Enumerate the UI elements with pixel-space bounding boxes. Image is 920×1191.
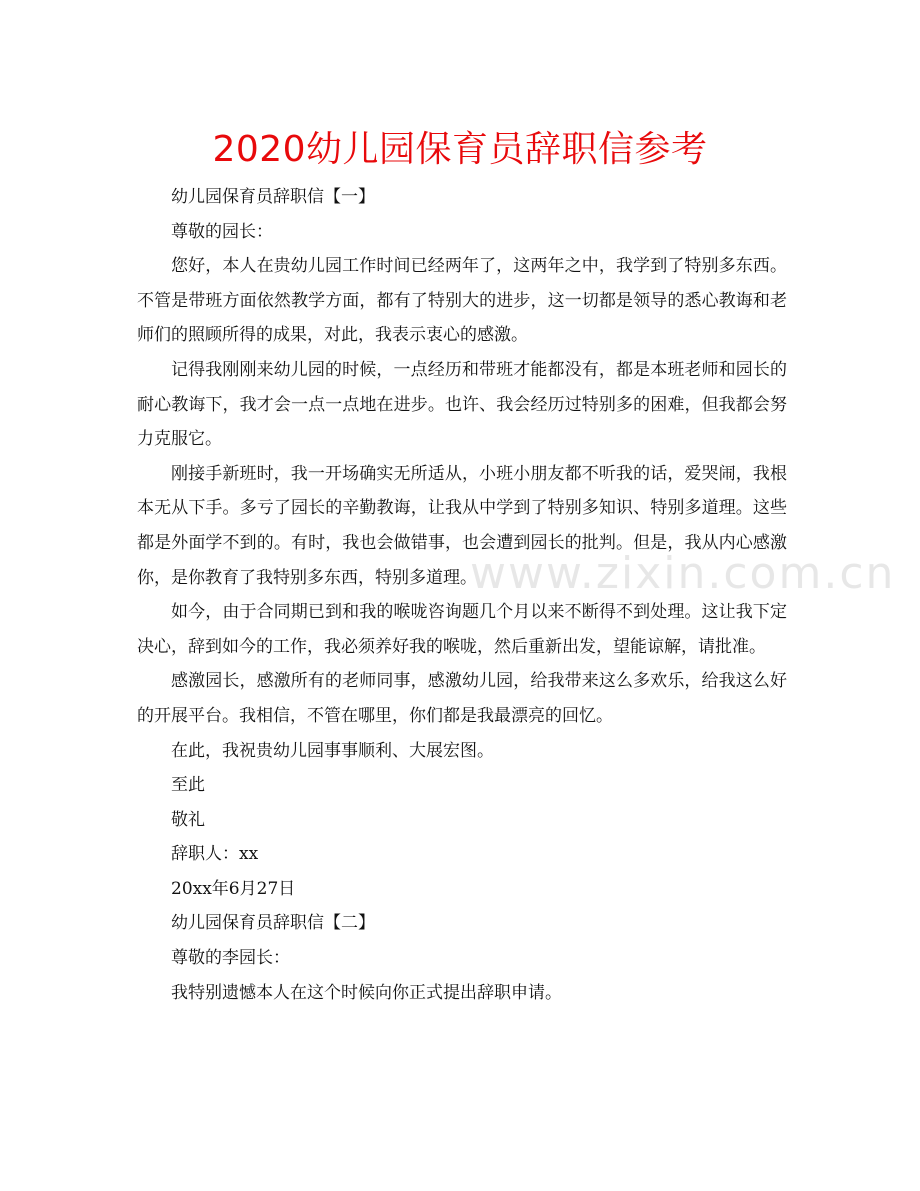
paragraph-new-class: 刚接手新班时，我一开场确实无所适从，小班小朋友都不听我的话，爱哭闹，我根本无从下手。多亏了园长的辛勤教诲，让我从中学到了特别多知识、特别多道理。这些都是外面学不到的。有时，我也会做错事，也会遭到园长的批判。但是，我从内心感激你，是你教育了我特别多东西，特别多道理。 xyxy=(137,463,787,588)
signature: 辞职人：xx xyxy=(171,844,259,865)
paragraph-memory: 记得我刚刚来幼儿园的时候，一点经历和带班才能都没有，都是本班老师和园长的耐心教诲下，我才会一点一点地在进步。也许、我会经历过特别多的困难，但我都会努力克服它。 xyxy=(137,359,787,450)
paragraph-thanks: 感激园长，感激所有的老师同事，感激幼儿园，给我带来这么多欢乐，给我这么好的开展平台。我相信，不管在哪里，你们都是我最漂亮的回忆。 xyxy=(137,671,787,726)
salutation-1: 尊敬的园长： xyxy=(171,221,273,242)
paragraph-resignation: 我特别遗憾本人在这个时候向你正式提出辞职申请。 xyxy=(171,982,562,1003)
letter-date: 20xx年6月27日 xyxy=(171,878,296,899)
watermark: www.zixin.com.cn xyxy=(470,548,896,599)
paragraph-wishes: 在此，我祝贵幼儿园事事顺利、大展宏图。 xyxy=(171,740,494,761)
section-heading-2: 幼儿园保育员辞职信【二】 xyxy=(171,913,375,934)
document-title: 2020幼儿园保育员辞职信参考 xyxy=(212,129,708,170)
closing-line-1: 至此 xyxy=(171,775,205,796)
paragraph-greeting: 您好，本人在贵幼儿园工作时间已经两年了，这两年之中，我学到了特别多东西。不管是带班方面依然教学方面，都有了特别大的进步，这一切都是领导的悉心教诲和老师们的照顾所得的成果，对此，我表示衷心的感激。 xyxy=(137,256,787,346)
salutation-2: 尊敬的李园长： xyxy=(171,948,290,969)
closing-line-2: 敬礼 xyxy=(171,809,205,830)
section-heading-1: 幼儿园保育员辞职信【一】 xyxy=(171,187,375,207)
letter-body xyxy=(137,180,787,1010)
paragraph-reason: 如今，由于合同期已到和我的喉咙咨询题几个月以来不断得不到处理。这让我下定决心，辞到如今的工作，我必须养好我的喉咙，然后重新出发，望能谅解，请批准。 xyxy=(137,602,787,657)
